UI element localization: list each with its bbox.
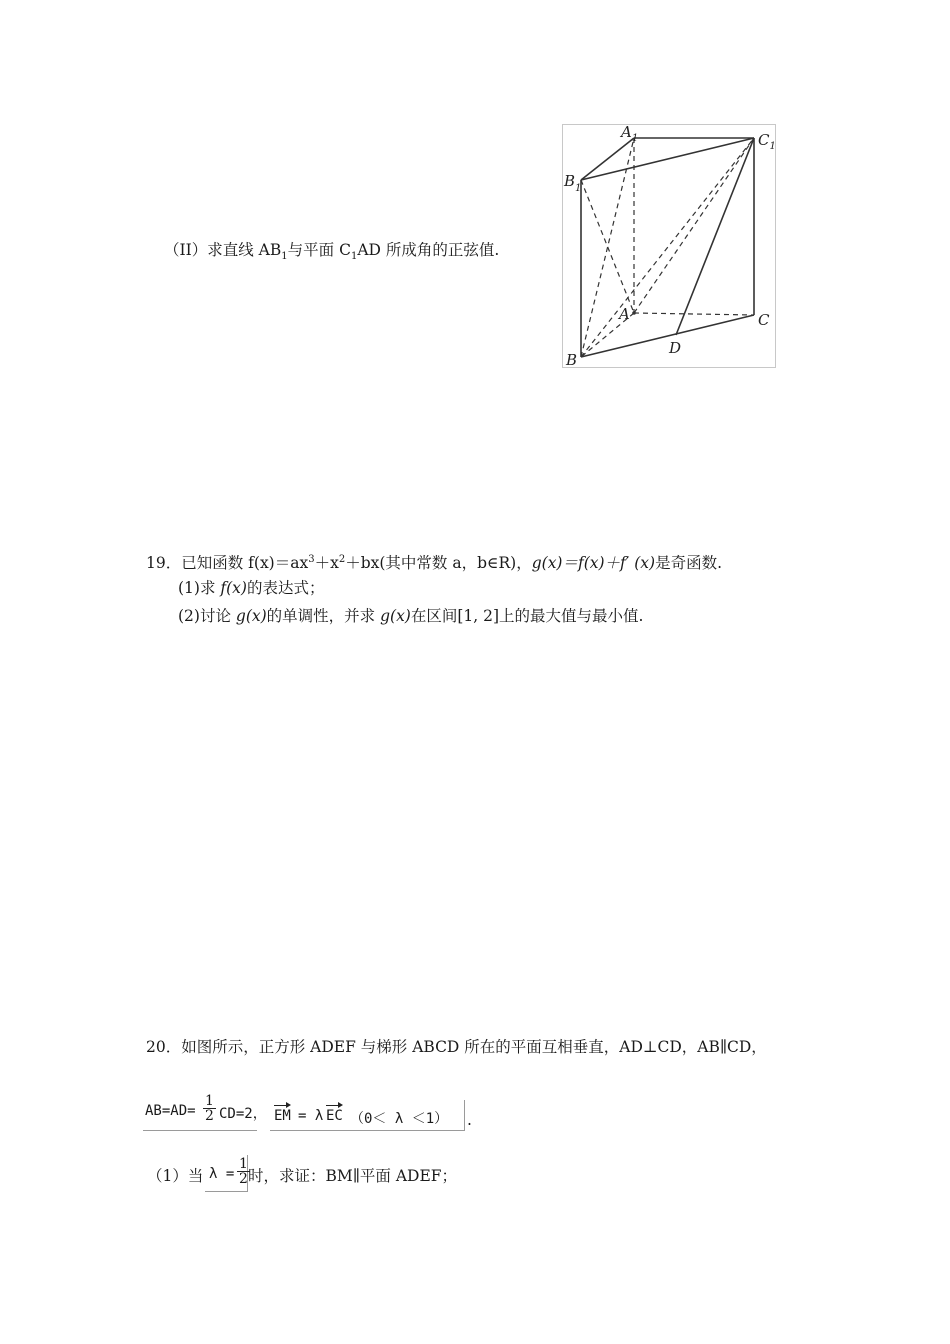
q18-part2-text-1: （II）求直线 AB — [164, 241, 282, 259]
q19-exp-2: 2 — [338, 554, 346, 565]
q20-part1-lambda: λ = — [209, 1166, 235, 1182]
q20-part1-lambda-box — [205, 1155, 248, 1192]
q19-g-def: g(x)＝f(x)＋f′ (x) — [531, 554, 656, 573]
q19-part1-2: 的表达式； — [246, 579, 325, 597]
q19-stem-4: ＋x — [314, 554, 339, 573]
q19-stem — [146, 550, 722, 573]
label-b1: $B_1$ — [564, 172, 582, 194]
q20-stem-text: 20．如图所示，正方形 ADEF 与梯形 ABCD 所在的平面互相垂直，AD⊥CD，AB∥CD， — [146, 1038, 767, 1056]
q20-condition-box — [143, 1092, 267, 1131]
q19-exp-3: 3 — [308, 554, 315, 565]
q20-part1-rest — [248, 1166, 457, 1186]
q19-stem-5: ＋bx(其中常数 a，b∈R)， — [345, 554, 532, 573]
edge-ac1-dashed — [634, 138, 754, 313]
prism-diagram — [563, 125, 775, 367]
q18-part2 — [164, 240, 499, 267]
edge-b1a-dashed — [581, 180, 634, 313]
q18-part2-sub-1: 1 — [281, 251, 288, 263]
label-c1: $C_1$ — [758, 131, 776, 152]
q20-part1-when: （1）当 — [147, 1167, 204, 1185]
q18-part2-text-2: 与平面 C — [287, 241, 351, 259]
q19-part2-gx-2: g(x) — [380, 607, 411, 625]
vector-ec: EC — [326, 1108, 343, 1124]
q20-part1-frac-num: 1 — [239, 1156, 248, 1172]
q19-part2-2: 的单调性，并求 — [266, 607, 381, 625]
q18-part2-text-3: AD 所成角的正弦值. — [357, 241, 500, 259]
q20-lambda-range: （0＜ λ ＜1） — [350, 1111, 449, 1127]
q19-stem-6: 是奇函数. — [655, 554, 723, 573]
q20-cond-fraction — [203, 1094, 216, 1123]
q19-part2-3: 在区间[1, 2]上的最大值与最小值. — [410, 607, 644, 625]
q19-stem-1: 19．已知函数 f — [146, 554, 254, 573]
q20-frac-den: 2 — [205, 1108, 214, 1124]
q20-cond-cd: CD=2， — [219, 1106, 267, 1122]
q20-part1 — [147, 1166, 203, 1186]
edge-ac-dashed — [634, 313, 754, 315]
label-b: B — [566, 351, 578, 369]
edge-dc1 — [676, 138, 754, 335]
q19-part1-fx: f(x) — [220, 579, 247, 597]
q19-part2-1: (2)讨论 — [178, 607, 236, 625]
q20-stem — [146, 1037, 767, 1057]
q19-part2 — [178, 606, 643, 626]
label-a1: $A_1$ — [621, 123, 639, 144]
q18-part2-sub-2: 1 — [350, 251, 358, 263]
label-c: C — [758, 311, 770, 329]
edge-bc — [581, 315, 754, 357]
edge-ba1-dashed — [581, 138, 634, 357]
q19-part1 — [178, 578, 324, 598]
q20-frac-num: 1 — [205, 1093, 214, 1109]
label-a: A — [619, 305, 630, 323]
q20-eq-lambda: = λ — [298, 1108, 324, 1124]
prism-figure — [562, 124, 776, 368]
q19-part1-1: (1)求 — [178, 579, 221, 597]
vector-em: EM — [274, 1108, 291, 1124]
q20-cond-ab-ad: AB=AD= — [145, 1103, 196, 1119]
q20-vector-box — [270, 1100, 465, 1131]
label-d: D — [669, 339, 682, 357]
q20-part1-prove: 时，求证：BM∥平面 ADEF； — [248, 1167, 458, 1185]
point-a — [632, 311, 636, 315]
q20-part1-frac-den: 2 — [239, 1171, 248, 1187]
q20-period: . — [467, 1111, 472, 1129]
q19-stem-2: (x)＝ax — [253, 554, 309, 573]
q19-part2-gx-1: g(x) — [235, 607, 267, 625]
